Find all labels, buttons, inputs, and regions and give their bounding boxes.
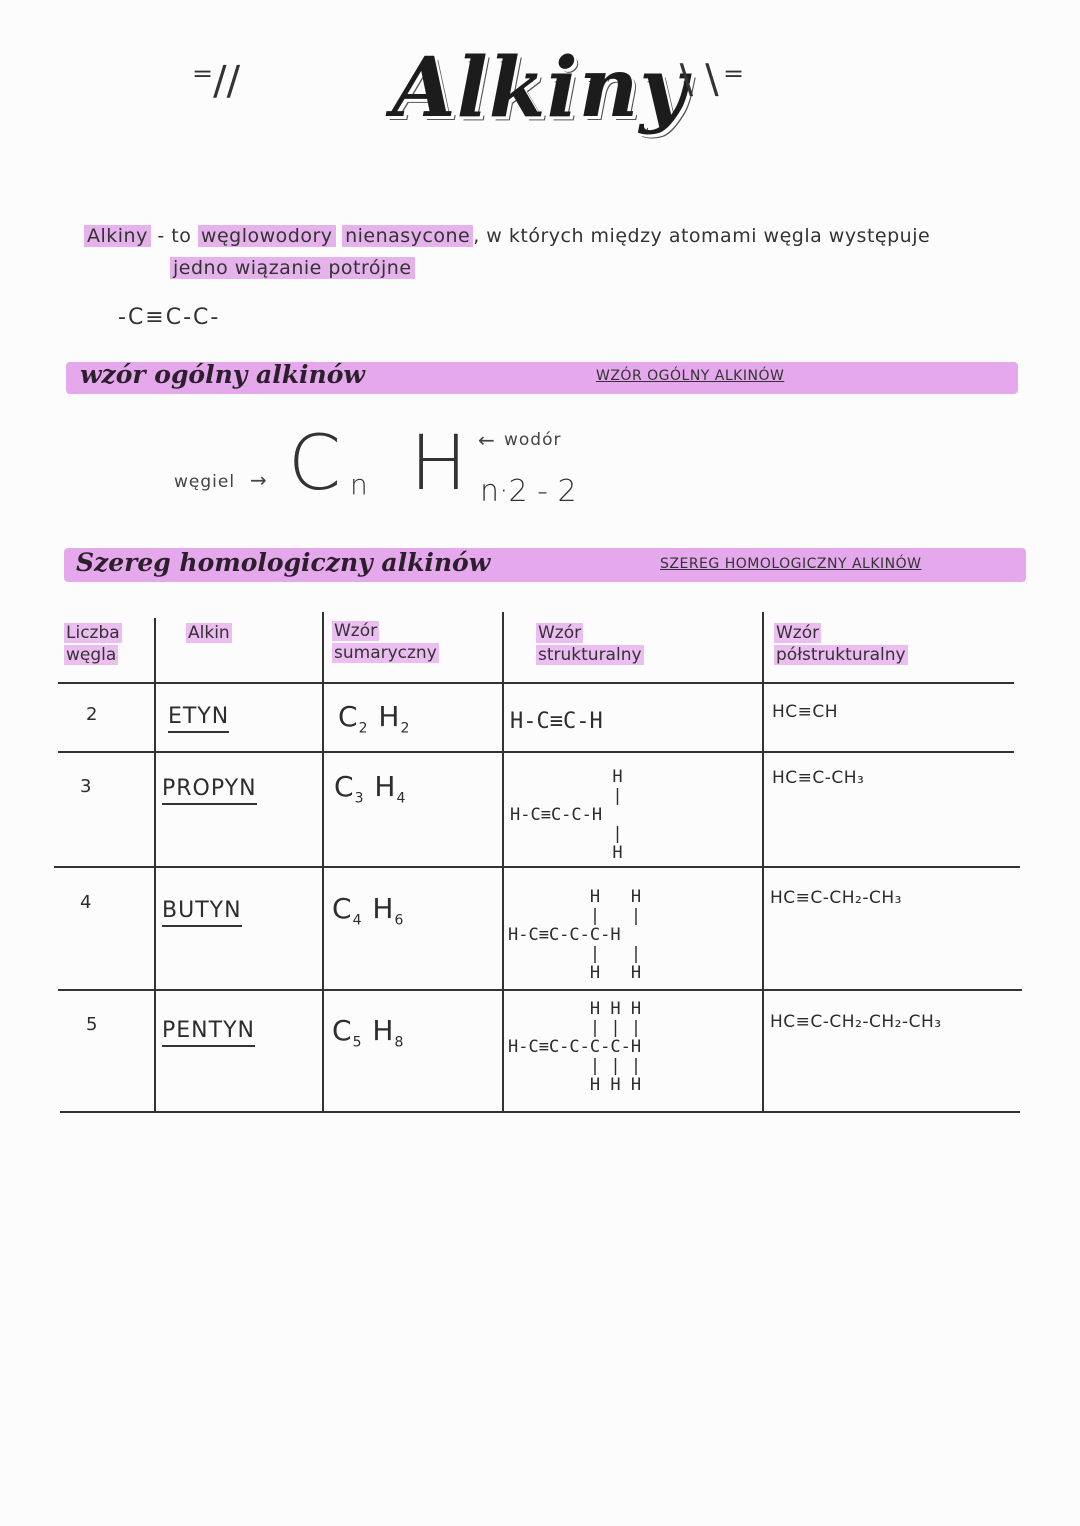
general-formula-heading: wzór ogólny alkinów — [80, 360, 365, 389]
table-header-line — [58, 682, 1014, 684]
carbon-label: węgiel — [174, 472, 236, 492]
row-2-count: 3 — [80, 776, 93, 797]
formula-hydrogen: H — [410, 418, 468, 507]
table-col-line-3 — [502, 612, 504, 1112]
row-3-structural: H H | | H-C≡C-C-C-H | | H H — [508, 887, 642, 983]
row-2-semi-structural: HC≡C-CH₃ — [772, 768, 865, 788]
row-3-count: 4 — [80, 892, 93, 913]
row-3-molecular: $C_4$ $H_6$ — [332, 892, 405, 929]
row-2-structural: H | H-C≡C-C-H | H — [510, 767, 623, 863]
series-heading-caps: SZEREG HOMOLOGICZNY ALKINÓW — [660, 556, 922, 572]
page-title: Alkiny — [391, 40, 688, 136]
row-4-count: 5 — [86, 1014, 99, 1035]
table-col-line-2 — [322, 612, 324, 1112]
header-carbon-count: Liczba węgla — [66, 623, 120, 665]
row-1-molecular: $C_2$ $H_2$ — [338, 700, 411, 737]
series-heading: Szereg homologiczny alkinów — [76, 548, 491, 577]
title-decoration-right: ∖∖⁼ — [672, 58, 745, 104]
header-semi-structural-formula: Wzór półstrukturalny — [776, 623, 906, 665]
definition-highlight-2: nienasycone — [342, 225, 473, 247]
row-1-structural: H-C≡C-H — [510, 709, 603, 734]
row-4-molecular: $C_5$ $H_8$ — [332, 1014, 405, 1051]
table-bottom-line — [60, 1111, 1020, 1113]
table-row-line-3 — [58, 989, 1022, 991]
definition-line-2 — [84, 252, 930, 284]
table-col-line-4 — [762, 612, 764, 1112]
row-2-name: PROPYN — [162, 776, 257, 801]
definition-rest: , w których między atomami węgla występuje — [473, 225, 931, 247]
header-alkyne: Alkin — [188, 623, 230, 643]
definition-line-1 — [84, 220, 930, 252]
hydrogen-arrow-icon: ← — [478, 428, 496, 452]
row-4-structural: H H H | | | H-C≡C-C-C-C-H | | | H H H — [508, 999, 642, 1095]
row-4-semi-structural: HC≡C-CH₂-CH₂-CH₃ — [770, 1012, 942, 1032]
row-1-count: 2 — [86, 704, 99, 725]
row-3-semi-structural: HC≡C-CH₂-CH₃ — [770, 888, 902, 908]
formula-hydrogen-subscript: n·2 - 2 — [480, 474, 577, 509]
header-structural-formula: Wzór strukturalny — [538, 623, 642, 665]
general-formula-heading-caps: WZÓR OGÓLNY ALKINÓW — [596, 368, 785, 384]
row-4-name: PENTYN — [162, 1018, 255, 1043]
row-1-name: ETYN — [168, 704, 229, 729]
definition-dash: - to — [150, 225, 198, 247]
row-3-name: BUTYN — [162, 898, 242, 923]
table-col-line-1 — [154, 618, 156, 1112]
definition-term: Alkiny — [84, 225, 151, 247]
definition-highlight-3: jedno wiązanie potrójne — [170, 257, 415, 279]
header-molecular-formula: Wzór sumaryczny — [334, 621, 437, 663]
definition — [84, 220, 930, 284]
hydrogen-label: wodór — [504, 430, 562, 450]
row-2-molecular: $C_3$ $H_4$ — [334, 770, 407, 807]
definition-highlight-1: węglowodory — [198, 225, 336, 247]
triple-bond-formula: -C≡C-C- — [118, 305, 221, 330]
table-row-line-1 — [58, 751, 1014, 753]
formula-carbon-subscript: n — [350, 468, 368, 501]
row-1-semi-structural: HC≡CH — [772, 702, 839, 722]
carbon-arrow-icon: → — [250, 468, 268, 492]
formula-carbon: C — [288, 418, 342, 507]
table-row-line-2 — [54, 866, 1020, 868]
title-decoration-left: ⁼∕∕ — [192, 58, 241, 104]
